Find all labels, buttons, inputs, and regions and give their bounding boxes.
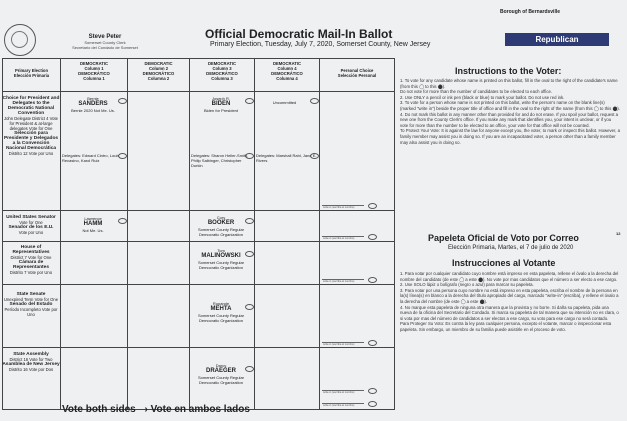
column-header-4	[256, 61, 318, 81]
office-state-assembly	[2, 352, 60, 372]
candidate-name: MALINOWSKI	[201, 253, 241, 259]
candidate-slogan: Biden for President	[203, 108, 239, 113]
candidate-slogan: Somerset County Regular Democratic Organization	[197, 375, 245, 385]
candidate-slogan: Somerset County Regular Democratic Organization	[197, 260, 245, 270]
office-title: United States Senator	[6, 215, 56, 220]
instruction-paragraph: To Protect Your Vote: It is against the law for anyone except you, the voter, to mark or inspect this ballot. However, a family member may assist you in doing so. If you are an incapacitated voter, a person other than a family member may also assist you in doing so.	[400, 128, 620, 145]
candidate-first-name: Lawrence	[84, 216, 102, 221]
instructions-heading: Instructions to the Voter:	[455, 66, 562, 76]
column-header-line: Column 1	[84, 66, 104, 71]
footer-en: Vote both sides	[62, 404, 136, 415]
candidate-first-name: Cory	[216, 215, 226, 220]
column-header-line: Elección Primaria	[13, 73, 50, 78]
column-header-line: DEMOCRATIC	[207, 61, 237, 66]
instructions-es	[400, 271, 620, 333]
grid-line	[60, 58, 61, 410]
vote-oval[interactable]	[245, 218, 254, 224]
page-tag: 12	[616, 231, 621, 236]
candidate-sanders	[64, 96, 122, 113]
vote-oval[interactable]	[245, 366, 254, 372]
office-house	[2, 245, 60, 275]
candidate-hamm	[64, 216, 122, 233]
candidate-first-name: Tom	[217, 248, 225, 253]
column-header-line: Columna 2	[147, 76, 170, 81]
vote-oval[interactable]	[245, 153, 254, 159]
instruction-paragraph: 2. Use ONLY a pencil or ink pen (black or blue) to mark your ballot. Do not use red ink.	[400, 94, 565, 100]
candidate-slogan: Not Me. Us.	[82, 228, 104, 233]
office-detail: District 7 Vote for One	[10, 255, 52, 260]
office-title: House of Representatives	[12, 245, 50, 255]
delegates-biden: Delegates: Sharon Heller-Smith, Philip Salbinger, Christopher Durkin	[191, 153, 249, 168]
candidate-first-name: Rupande	[212, 301, 230, 306]
office-detail-es: Distrito 7 Vote por Uno	[9, 270, 53, 275]
column-header-line: Column 4	[277, 66, 297, 71]
candidate-name: DRAEGER	[205, 368, 236, 374]
candidate-name: MEHTA	[210, 306, 232, 312]
column-header-line: DEMOCRATIC	[144, 61, 173, 66]
column-header-line: Column 3	[212, 66, 232, 71]
vote-oval[interactable]	[118, 98, 127, 104]
candidate-first-name: Darcy	[215, 363, 227, 368]
vote-oval[interactable]	[118, 153, 127, 159]
candidate-draeger	[192, 363, 250, 385]
office-detail: District 16 Vote for Two	[9, 357, 53, 362]
delegates-sanders: Delegates: Edward Cintro, Louis Recasino, Karol Ruiz	[62, 153, 120, 163]
clerk-title: Somerset County Clerk	[84, 40, 126, 45]
office-president	[2, 96, 60, 156]
instruction-paragraph: Do not vote for more than the number of candidates to be elected to each office.	[400, 89, 553, 95]
instruction-paragraph: 4. Do not mark this ballot in any manner other than provided for and do not erase. If you spoil your ballot, request a new one from the County Clerk's office. If you make any mark that identifies you, your intent is unclear, or if you vote for more than the number to be elected to an office, your vote for that office will not be counted.	[400, 111, 619, 128]
write-in-label: write-in (escriba el nombre)	[323, 237, 355, 240]
write-in-label: write-in (escriba el nombre)	[323, 391, 355, 394]
ballot-grid	[2, 58, 395, 410]
candidate-biden	[192, 96, 250, 113]
candidate-name: BIDEN	[211, 101, 231, 107]
vote-oval[interactable]	[245, 304, 254, 310]
vote-oval[interactable]	[368, 388, 377, 394]
column-header-line: DEMOCRATIC	[79, 61, 109, 66]
instruction-paragraph: Para Proteger Su Voto: Es contra la ley para cualquier persona, excepto el votante, marcar o inspeccionar esta papeleta. Sin embargo, un miembro de su familia puede asistirle en el proceso de voto.	[400, 321, 612, 332]
column-header-line: Personal Choice	[340, 68, 374, 73]
instruction-paragraph: 3. Para votar por una persona cuyo nombre no está impreso en esta papeleta, escriba el nombre de la persona en la(s) línea(s) en blanco a la derecha del título apropiado del cargo, marcado "write-in" (escriba), y rellene el óvalo a la derecha del nombre (de este ◯ a este ⬤).	[400, 287, 619, 304]
clerk-block	[60, 34, 150, 50]
column-header-primary	[4, 68, 59, 78]
candidate-first-name: Bernie	[87, 96, 99, 101]
clerk-name: Steve Peter	[88, 34, 122, 40]
delegates-uncommitted: Delegates: Marshall Rahl, Jane E. Rivers	[256, 153, 317, 163]
vote-oval[interactable]	[118, 218, 127, 224]
grid-line	[189, 58, 190, 410]
grid-line	[254, 58, 255, 410]
column-header-line: DEMOCRÁTICO	[206, 71, 238, 76]
candidate-uncommitted: Uncommitted	[272, 100, 297, 105]
candidate-slogan: Somerset County Regular Democratic Organization	[197, 313, 245, 323]
borough-label: Borough of Bernardsville	[500, 9, 561, 15]
office-detail-es: Período Incompleto Vote por Uno	[4, 307, 58, 317]
office-title: State Senate	[16, 292, 46, 297]
column-header-line: Selección Personal	[337, 73, 377, 78]
candidate-slogan: Somerset County Regular Democratic Organization	[197, 227, 245, 237]
column-header-personal-choice	[321, 68, 393, 78]
instruction-paragraph: 2. Use SOLO lápiz o bolígrafo (negro o azul) para marcar su papeleta.	[400, 282, 534, 288]
column-header-line: DEMOCRÁTICO	[142, 71, 175, 76]
grid-line	[394, 58, 395, 410]
write-in-label: write-in (escriba el nombre)	[323, 206, 355, 209]
column-header-line: DEMOCRATIC	[272, 61, 302, 66]
candidate-name: SANDERS	[78, 101, 108, 107]
clerk-title-es: Secretario del Condado de Somerset	[72, 45, 138, 50]
vote-oval[interactable]	[245, 251, 254, 257]
vote-oval[interactable]	[245, 98, 254, 104]
county-seal-icon	[4, 24, 36, 56]
write-in-label: write-in (escriba el nombre)	[323, 280, 355, 283]
vote-oval[interactable]	[368, 203, 377, 209]
vote-both-sides-footer	[62, 404, 250, 415]
office-title-es: Selección para Presidente y Delegados a la Convención Nacional Democrática	[3, 131, 59, 151]
office-us-senate	[2, 215, 60, 235]
instructions-en	[400, 78, 620, 145]
vote-oval[interactable]	[368, 234, 377, 240]
column-header-line: DEMOCRÁTICO	[78, 71, 110, 76]
column-header-1	[62, 61, 126, 81]
candidate-malinowski	[192, 248, 250, 270]
column-header-2	[129, 61, 188, 81]
vote-oval[interactable]	[368, 277, 377, 283]
column-header-line: Columna 4	[276, 76, 298, 81]
instruction-paragraph: 1. Para votar por cualquier candidato cuyo nombre está impreso en esta papeleta, rellene el óvalo a la derecha del nombre del candidato (de este ◯ a este ⬤). No vote por mas candidatos que el número a ser electo a ese cargo.	[400, 271, 619, 282]
office-title-es: Senado del Estado	[9, 302, 53, 307]
candidate-name: HAMM	[83, 221, 103, 227]
footer-es: Vote en ambos lados	[150, 404, 250, 415]
office-title-es: Cámara de Representantes	[13, 260, 49, 270]
grid-line	[319, 58, 320, 410]
office-title: Choice for President and Delegates to the Democratic National Convention	[2, 96, 60, 116]
instruction-paragraph: 3. To vote for a person whose name is not printed on this ballot, write the person's name on the blank line(s) (marked "write in") beside the proper title of office and fill in the oval to the right of the name (from this ◯ to this ⬤).	[400, 100, 620, 111]
column-header-line: Primary Election	[14, 68, 49, 73]
spanish-ballot-title: Papeleta Oficial de Voto por Correo	[428, 233, 579, 243]
candidate-mehta	[192, 301, 250, 323]
office-title-es: Senador de los E.U.	[8, 225, 54, 230]
write-in-label: write-in (escriba el nombre)	[323, 343, 355, 346]
vote-oval[interactable]	[368, 401, 377, 407]
footer-separator: ›	[144, 404, 148, 415]
candidate-first-name: Joseph R.	[211, 96, 230, 101]
office-detail-es: Distrito 12 Vote por Uno	[8, 151, 54, 156]
vote-oval[interactable]	[310, 153, 319, 159]
column-header-line: Column 2	[148, 66, 169, 71]
column-header-line: Columna 1	[83, 76, 105, 81]
column-header-3	[191, 61, 253, 81]
column-header-line: Columna 3	[211, 76, 233, 81]
office-state-senate	[2, 292, 60, 317]
office-title: State Assembly	[13, 352, 49, 357]
spanish-instructions-heading: Instrucciones al Votante	[452, 258, 556, 268]
instruction-paragraph: 4. No marque esta papeleta de ninguna otra manera que la provista y no borre. Si daña su papeleta, pida una nueva de la oficina del Secretario del Condado. Si marca su papeleta de tal manera que su intención no es clara, o si vota por mas del número de candidatos a ser electos a ese cargo, su voto para ese cargo no será contado.	[400, 304, 619, 321]
office-detail-es: Distrito 16 Vote por Dos	[8, 367, 54, 372]
grid-line	[127, 58, 128, 410]
party-banner: Republican	[505, 33, 609, 46]
vote-oval[interactable]	[310, 98, 319, 104]
candidate-booker	[192, 215, 250, 237]
office-detail-es: Vote por Uno	[18, 230, 44, 235]
candidate-slogan: Bernie 2020 Not Me. Us.	[71, 108, 115, 113]
ballot-subtitle: Primary Election, Tuesday, July 7, 2020, Somerset County, New Jersey	[210, 41, 431, 48]
ballot-title: Official Democratic Mail-In Ballot	[205, 27, 393, 41]
office-title-es: Asamblea de New Jersey	[2, 362, 60, 367]
vote-oval[interactable]	[368, 340, 377, 346]
office-detail: Vote for One	[19, 220, 43, 225]
spanish-ballot-subtitle: Elección Primaria, Martes, el 7 de julio de 2020	[448, 245, 574, 251]
office-detail: Unexpired Term Vote for One	[3, 297, 59, 302]
column-header-line: DEMOCRÁTICO	[271, 71, 303, 76]
office-detail: John Delegate District 4 Vote for President & at-large delegates Vote for One	[3, 116, 58, 131]
candidate-name: BOOKER	[207, 220, 235, 226]
instruction-paragraph: 1. To vote for any candidate whose name is printed on this ballot, fill in the oval to the right of the candidate's name (from this ◯ to this ⬤).	[400, 78, 618, 89]
write-in-label: write-in (escriba el nombre)	[323, 404, 355, 407]
